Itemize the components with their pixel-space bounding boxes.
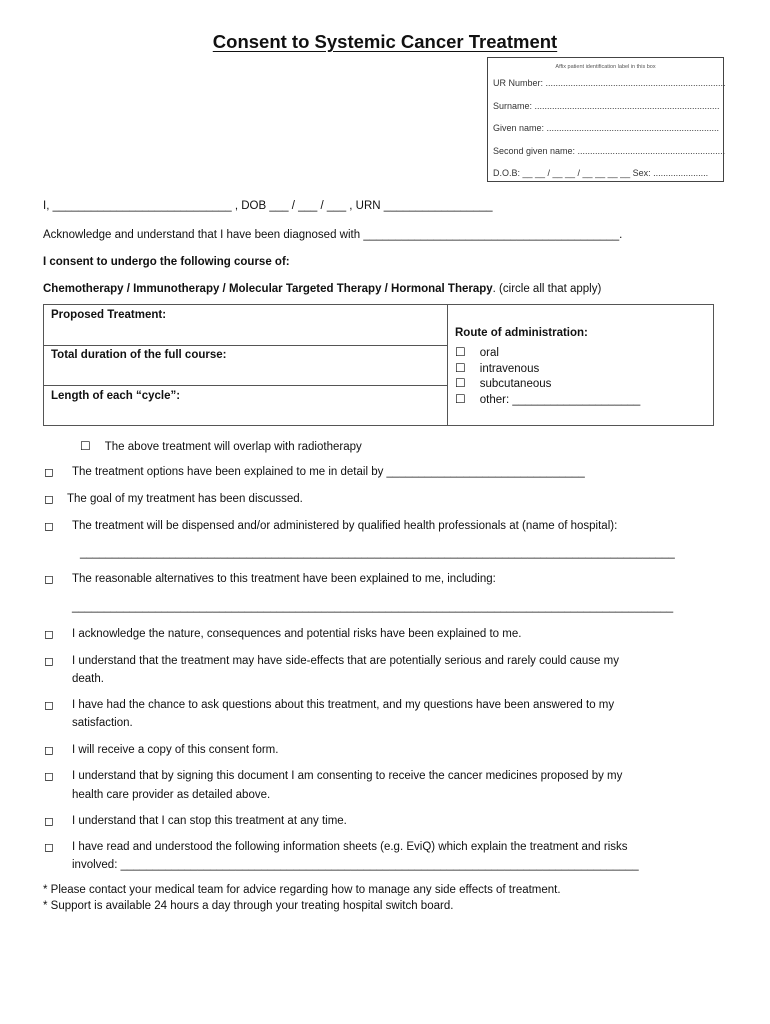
checkbox-icon[interactable]: ☐ [455,376,466,391]
therapy-list: Chemotherapy / Immunotherapy / Molecular Targeted Therapy / Hormonal Therapy [43,283,493,295]
route-heading: Route of administration: [455,327,588,339]
route-option-oral[interactable]: ☐ oral [455,345,499,359]
questions-item-cont: satisfaction. [72,717,133,729]
second-given-name-field[interactable]: Second given name: ........................................................... [493,146,726,156]
ur-number-field[interactable]: UR Number: ........................................................................ [493,78,726,88]
checkbox-icon[interactable]: ◻ [44,465,54,479]
patient-identity-line[interactable]: I, ____________________________ , DOB ___ / ___ / ___ , URN _________________ [43,200,493,212]
side-effects-item: I understand that the treatment may have side-effects that are potentially serious and rarely could cause my [72,655,619,667]
therapy-options[interactable] [43,283,601,295]
copy-item: I will receive a copy of this consent form. [72,744,279,756]
therapy-note: . (circle all that apply) [492,283,602,295]
goal-discussed-item: The goal of my treatment has been discussed. [67,493,303,505]
checkbox-icon[interactable]: ◻ [44,519,54,533]
checkbox-icon[interactable]: ◻ [44,492,54,506]
page-title: Consent to Systemic Cancer Treatment [212,31,558,52]
patient-label-box [487,57,724,182]
questions-item: I have had the chance to ask questions about this treatment, and my questions have been answered to my [72,699,615,711]
route-option-intravenous[interactable]: ☐ intravenous [455,360,540,375]
hospital-name-line[interactable]: _____________________________________________________________________________________________ [80,547,675,559]
patient-label-header: Affix patient identification label in this box [555,64,656,70]
checkbox-icon[interactable]: ◻ [44,572,54,586]
checkbox-icon[interactable]: ☐ [455,360,466,375]
checkbox-icon[interactable]: ☐ [455,391,466,406]
checkbox-icon[interactable]: ◻ [44,743,54,757]
checkbox-icon[interactable]: ◻ [44,840,54,854]
proposed-treatment-label[interactable]: Proposed Treatment: [51,309,167,321]
checkbox-icon[interactable]: ◻ [44,769,54,783]
checkbox-icon[interactable]: ☐ [455,345,466,359]
cycle-length-label[interactable]: Length of each “cycle”: [51,390,181,402]
alternatives-item: The reasonable alternatives to this treatment have been explained to me, including: [72,573,496,585]
alternatives-line[interactable]: ______________________________________________________________________________________________ [72,601,674,613]
risks-explained-item: I acknowledge the nature, consequences and potential risks have been explained to me. [72,628,522,640]
radiotherapy-overlap-option[interactable]: ☐ The above treatment will overlap with radiotherapy [80,439,362,453]
surname-field[interactable]: Surname: .......................................................................... [493,101,720,111]
dob-sex-field[interactable]: D.O.B: __ __ / __ __ / __ __ __ __ Sex: ...................... [493,168,709,178]
signing-item-cont: health care provider as detailed above. [72,789,271,801]
dispensed-by-item: The treatment will be dispensed and/or administered by qualified health professionals at (name of hospital): [72,520,618,532]
checkbox-icon[interactable]: ◻ [44,627,54,641]
info-sheets-line[interactable]: involved: _________________________________________________________________________________ [72,859,639,871]
route-option-other[interactable]: ☐ other: ____________________ [455,391,641,406]
route-options [455,345,640,407]
route-option-subcutaneous[interactable]: ☐ subcutaneous [455,376,552,391]
consent-heading: I consent to undergo the following course of: [43,256,290,268]
explained-by-item[interactable]: The treatment options have been explained to me in detail by _______________________________ [72,466,585,478]
checkbox-icon[interactable]: ◻ [44,814,54,828]
checkbox-icon[interactable]: ☐ [80,439,91,453]
info-sheets-item: I have read and understood the following information sheets (e.g. EviQ) which explain the treatment and risks [72,841,628,853]
diagnosis-line[interactable]: Acknowledge and understand that I have been diagnosed with ________________________________________. [43,229,623,241]
checkbox-icon[interactable]: ◻ [44,654,54,668]
treatment-table [43,304,714,426]
given-name-field[interactable]: Given name: ..................................................................... [493,123,720,133]
footnote-side-effects: * Please contact your medical team for advice regarding how to manage any side effects of treatment. [43,884,561,896]
footnote-support: * Support is available 24 hours a day through your treating hospital switch board. [43,900,454,912]
side-effects-item-cont: death. [72,673,104,685]
total-duration-label[interactable]: Total duration of the full course: [51,349,227,361]
signing-item: I understand that by signing this document I am consenting to receive the cancer medicines proposed by my [72,770,623,782]
checkbox-icon[interactable]: ◻ [44,698,54,712]
stop-treatment-item: I understand that I can stop this treatment at any time. [72,815,347,827]
